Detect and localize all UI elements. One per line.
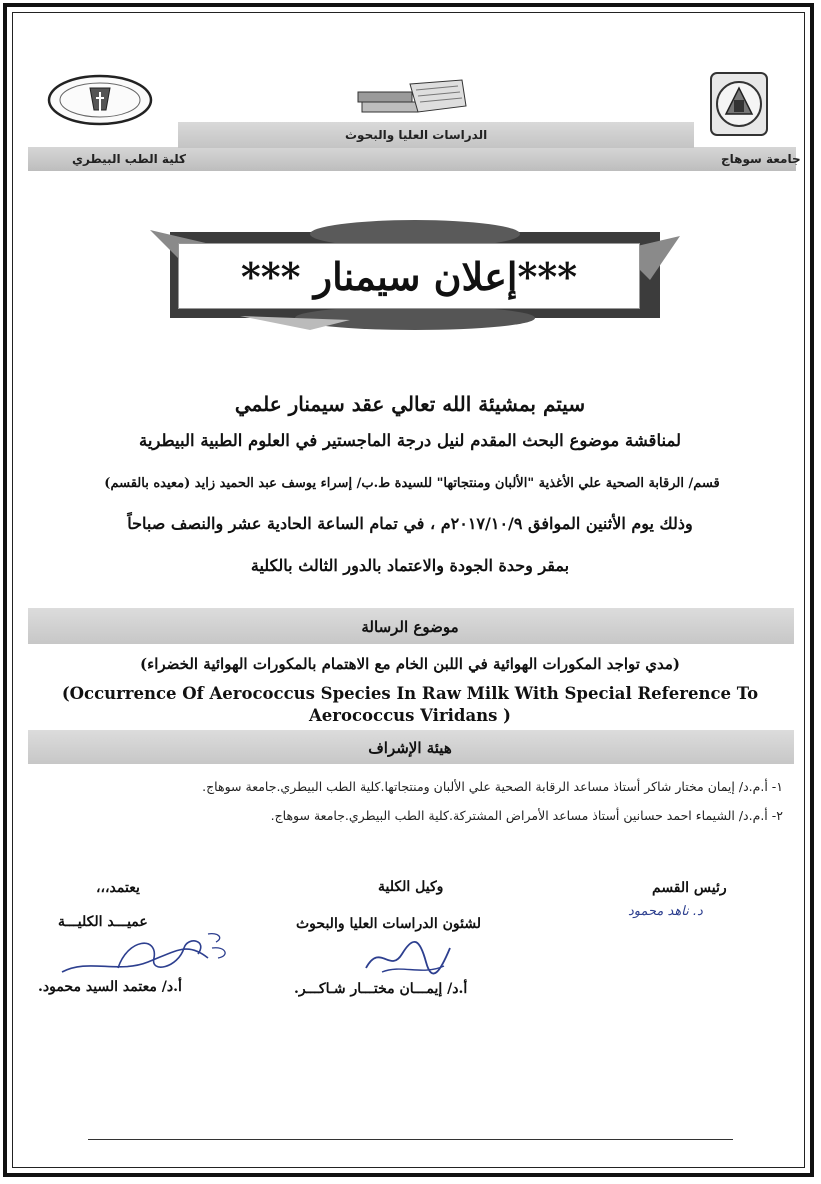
thesis-title-english-1: (Occurrence Of Aerococcus Species In Raw Milk With Special Reference To: [61, 684, 759, 703]
vice-dean-subtitle: لشئون الدراسات العليا والبحوث: [296, 916, 482, 932]
dept-head-title: رئيس القسم: [652, 880, 727, 896]
dean-name: أ.د/ معتمد السيد محمود.: [38, 979, 182, 995]
vice-dean-name: أ.د/ إيمـــان مختـــار شـاكـــر.: [294, 981, 468, 997]
approval-label: يعتمد،،،: [96, 880, 140, 896]
dean-title: عميـــد الكليـــة: [58, 914, 148, 930]
date-time-line: وذلك يوم الأثنين الموافق ٢٠١٧/١٠/٩م ، في تمام الساعة الحادية عشر والنصف صباحاً: [127, 514, 693, 533]
thesis-title-english-2: Aerococcus Viridans ): [309, 706, 511, 725]
dept-head-signature: د. ناهد محمود: [628, 904, 703, 919]
books-icon: [352, 76, 470, 120]
faculty-logo: [46, 72, 154, 128]
vice-dean-title: وكيل الكلية: [378, 879, 444, 895]
location-line: بمقر وحدة الجودة والاعتماد بالدور الثالث بالكلية: [250, 556, 570, 575]
intro-line: سيتم بمشيئة الله تعالي عقد سيمنار علمي: [234, 392, 586, 416]
dean-signature: [58, 928, 238, 982]
university-logo: [708, 70, 770, 138]
department-candidate-line: قسم/ الرقابة الصحية علي الأغذية "الألبان ومنتجاتها" للسيدة ط.ب/ إسراء يوسف عبد الحميد زايد (معيده بالقسم): [104, 476, 720, 491]
vice-dean-signature: [362, 932, 454, 978]
supervision-heading: هيئة الإشراف: [368, 739, 452, 757]
purpose-line: لمناقشة موضوع البحث المقدم لنيل درجة الماجستير في العلوم الطبية البيطرية: [138, 431, 682, 450]
university-name: جامعة سوهاج: [721, 152, 801, 166]
thesis-title-arabic: (مدي تواجد المكورات الهوائية في اللبن الخام مع الاهتمام بالمكورات الهوائية الخضراء): [140, 655, 680, 673]
faculty-name: كلية الطب البيطري: [72, 152, 186, 166]
department-title: الدراسات العليا والبحوث: [345, 128, 488, 142]
seminar-announcement-title: ***إعلان سيمنار ***: [178, 243, 640, 309]
supervisor-2: ٢- أ.م.د/ الشيماء احمد حسانين أستاذ مساعد الأمراض المشتركة.كلية الطب البيطري.جامعة سوهاج.: [270, 808, 783, 823]
supervisor-1: ١- أ.م.د/ إيمان مختار شاكر أستاذ مساعد الرقابة الصحية علي الألبان ومنتجاتها.كلية الطب البيطري.جامعة سوهاج.: [202, 779, 783, 794]
thesis-heading: موضوع الرسالة: [361, 618, 459, 636]
footer-divider: [88, 1139, 733, 1140]
